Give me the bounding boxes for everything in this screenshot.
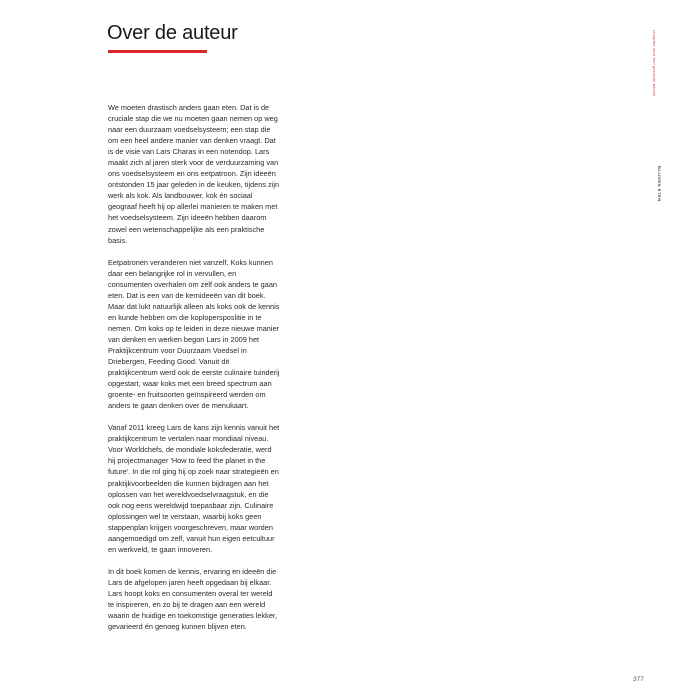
body-text xyxy=(108,102,280,643)
paragraph-3: Vanaf 2011 kreeg Lars de kans zijn kennis vanuit het praktijkcentrum te vertalen naar mondiaal niveau. Voor Worldchefs, de mondiale koksfederatie, werd hij projectmanager 'How to feed the planet in the future'. In die rol ging hij op zoek naar strategieën en praktijkvoorbeelden die kunnen bijdragen aan het oplossen van het wereldvoedselvraagstuk, en die ook nog eens wereldwijd toepasbaar zijn. Culinaire oplossingen wel te verstaan, waarbij koks geen stappenplan krijgen voorgeschreven, maar worden aangemoedigd om zelf, vanuit hun eigen eetcultuur en werkveld, te gaan innoveren. xyxy=(108,423,280,554)
page-title: Over de auteur xyxy=(107,22,238,44)
book-subtitle-tag: recepten voor een gezonde wereld xyxy=(652,30,656,97)
paragraph-4: In dit boek komen de kennis, ervaring en ideeën die Lars de afgelopen jaren heeft opgedaan bij elkaar. Lars hoopt koks en consumenten overal ter wereld te inspireren, en zo bij te dragen aan een wereld waarin de huidige en toekomstige generaties lekker, gevarieerd én genoeg kunnen blijven eten. xyxy=(108,566,278,632)
page-number: 377 xyxy=(633,676,644,683)
section-tag: BLIJVEN ETEN xyxy=(657,166,662,202)
paragraph-2: Eetpatronen veranderen niet vanzelf. Koks kunnen daar een belangrijke rol in vervullen, en consumenten overhalen om zelf ook anders te gaan eten. Dat is een van de kernideeën van dit boek. Maar dat lukt natuurlijk alleen als koks ook de kennis en kunde hebben om die koplopersposlitie in te nemen. Om koks op te leiden in deze nieuwe manier van denken en werken begon Lars in 2009 het Praktijkcentrum voor Duurzaam Voedsel in Driebergen, Feeding Good. Vanuit dit praktijkcentrum werd ook de eerste culinaire tuinderij opgestart, waar koks met een breed spectrum aan groente- en fruitsoorten geïnspireerd werden om anders te gaan denken over de menukaart. xyxy=(108,257,280,411)
paragraph-1: We moeten drastisch anders gaan eten. Dat is de cruciale stap die we nu moeten gaan nemen op weg naar een duurzaam voedselsysteem; een stap die om een heel andere manier van denken vraagt. Dat is de visie van Lars Charas in een notendop. Lars maakt zich al jaren sterk voor de verduurzaming van ons voedselsysteem en ons eetpatroon. Zijn ideeën ontstonden 15 jaar geleden in de keuken, tijdens zijn werk als kok. Als landbouwer, kok én sociaal geograaf heeft hij op allerlei manieren te maken met het voedselsysteem. Zijn ideeën hebben daarom zowel een wetenschappelijke als een praktische basis. xyxy=(108,103,280,245)
title-underline xyxy=(108,50,207,53)
